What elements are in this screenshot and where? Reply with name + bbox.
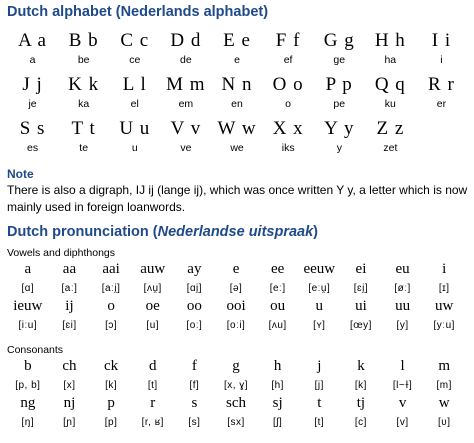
letter-name: iks — [281, 142, 295, 154]
alphabet-grid — [7, 30, 467, 154]
ipa: [h] — [271, 380, 284, 391]
note-heading: Note — [7, 167, 34, 181]
consonant: j — [317, 358, 322, 374]
vowel: ei — [355, 261, 367, 277]
vowel: i — [442, 261, 447, 277]
consonant: k — [357, 358, 365, 374]
names-row — [7, 54, 467, 66]
vowel: a — [24, 261, 32, 277]
letter-name: ef — [283, 54, 293, 66]
letter-name: en — [231, 98, 243, 110]
letter-name: de — [180, 54, 192, 66]
ipa: [ɪ] — [438, 283, 450, 294]
consonant: d — [148, 358, 157, 374]
letter: H h — [374, 30, 406, 51]
note-text: There is also a digraph, IJ ij (lange ij), which was once written Y y, a letter which is now mainly used in foreign loanwords. — [7, 183, 468, 214]
letter: L l — [122, 74, 147, 95]
ipa: [r, ʁ] — [141, 417, 164, 428]
ipa: [œy] — [349, 320, 372, 331]
ipa: [yːu] — [433, 320, 455, 331]
ipa: [u] — [146, 320, 160, 331]
ipa: [iːu] — [18, 320, 38, 331]
ipa: [t] — [314, 417, 325, 428]
letter-name: e — [234, 54, 240, 66]
ipa: [ɛi] — [62, 320, 77, 331]
ipa: [s] — [188, 417, 201, 428]
letter-name: el — [130, 98, 139, 110]
ipa: [ɔ] — [105, 320, 118, 331]
consonant: p — [107, 395, 115, 411]
vowel: oe — [145, 298, 160, 314]
ipa: [m] — [436, 380, 452, 391]
letter-name: i — [440, 54, 443, 66]
consonant: v — [398, 395, 407, 411]
heading-part: Dutch pronunciation ( — [7, 224, 158, 240]
vowel: o — [107, 298, 115, 314]
vowel: u — [315, 298, 324, 314]
letter: G g — [323, 30, 355, 51]
ipa: [ʏ] — [313, 320, 326, 331]
letter: V v — [170, 118, 202, 139]
heading-italic: Nederlandse uitspraak — [157, 224, 314, 240]
ipa: [ə] — [229, 283, 243, 294]
consonant: ck — [104, 358, 119, 374]
vowels-grid — [7, 261, 465, 331]
vowel: aai — [102, 261, 120, 277]
vowel-ipa-row — [7, 320, 465, 331]
letter-name: ce — [129, 54, 141, 66]
letter-name: zet — [383, 142, 398, 154]
letters-row — [7, 118, 416, 140]
consonant: b — [24, 358, 32, 374]
ipa: [eː] — [269, 283, 286, 294]
letter-name: be — [77, 54, 90, 66]
ipa: [oːi] — [226, 320, 246, 331]
consonant: nj — [63, 395, 76, 411]
letter: T t — [71, 118, 96, 139]
consonant: m — [438, 358, 451, 374]
ipa: [aːi̯] — [101, 283, 121, 294]
letter-name: ge — [333, 54, 346, 66]
letter: F f — [275, 30, 301, 51]
ipa: [oː] — [186, 320, 203, 331]
consonant-words-row — [7, 395, 465, 412]
consonant: sch — [226, 395, 247, 411]
letter-name: je — [28, 98, 37, 110]
letter: D d — [170, 30, 202, 51]
letter: R r — [428, 74, 455, 95]
ipa: [ʋ] — [437, 417, 451, 428]
alphabet-last-block — [7, 118, 416, 154]
vowel: ee — [271, 261, 285, 277]
consonant-ipa-row — [7, 380, 465, 391]
vowel: uw — [435, 298, 454, 314]
names-row — [7, 142, 416, 154]
ipa: [eːu̯] — [308, 283, 331, 294]
ipa: [ɛi̯] — [353, 283, 369, 294]
ipa: [c] — [354, 417, 367, 428]
letter: Y y — [324, 118, 355, 139]
ipa: [ɑi̯] — [186, 283, 203, 294]
letter-name: er — [436, 98, 447, 110]
letter-name: ka — [78, 98, 90, 110]
vowel: ay — [187, 261, 202, 277]
letter-name: o — [285, 98, 292, 110]
letters-row — [7, 74, 467, 96]
letter: I i — [431, 30, 452, 51]
ipa: [ɑ] — [21, 283, 35, 294]
vowel: ooi — [226, 298, 246, 314]
vowel: e — [232, 261, 240, 277]
letter: U u — [119, 118, 151, 139]
letter-name: pe — [333, 98, 346, 110]
ipa: [p, b] — [15, 380, 41, 391]
ipa: [j] — [314, 380, 324, 391]
letter: S s — [19, 118, 46, 139]
ipa: [t] — [147, 380, 158, 391]
consonant: ch — [62, 358, 77, 374]
vowel: aa — [62, 261, 77, 277]
consonant: h — [273, 358, 282, 374]
heading-part: ) — [313, 224, 319, 240]
ipa: [v] — [396, 417, 409, 428]
ipa: [x, ɣ] — [223, 380, 249, 391]
letter: J j — [22, 74, 43, 95]
ipa: [y] — [396, 320, 409, 331]
consonant: l — [400, 358, 405, 374]
ipa: [sx] — [227, 417, 245, 428]
letter-name: ku — [384, 98, 396, 110]
consonant: t — [317, 395, 322, 411]
letter-name: ha — [384, 54, 397, 66]
vowel: ou — [270, 298, 286, 314]
consonant-ipa-row — [7, 417, 465, 428]
vowel: ieuw — [13, 298, 43, 314]
names-row — [7, 98, 467, 110]
ipa: [ʃ] — [273, 417, 283, 428]
letter: Q q — [374, 74, 406, 95]
vowel-ipa-row — [7, 283, 465, 294]
consonant: sj — [272, 395, 283, 411]
ipa: [x] — [63, 380, 76, 391]
consonant-words-row — [7, 358, 465, 375]
letter: E e — [223, 30, 251, 51]
letter: A a — [18, 30, 47, 51]
ipa: [aː] — [61, 283, 78, 294]
letter-name: we — [230, 142, 244, 154]
ipa: [f] — [189, 380, 200, 391]
consonant: r — [150, 395, 156, 411]
letter: N n — [221, 74, 253, 95]
letter-name: es — [27, 142, 39, 154]
vowel: oo — [186, 298, 202, 314]
letter: X x — [272, 118, 304, 139]
letter-name: ve — [180, 142, 192, 154]
consonant: ng — [20, 395, 36, 411]
letter-name: y — [336, 142, 342, 154]
vowel: ij — [65, 298, 74, 314]
letter: W w — [217, 118, 257, 139]
letter: B b — [68, 30, 99, 51]
vowel-words-row — [7, 261, 465, 278]
letter-name: u — [131, 142, 138, 154]
ipa: [k] — [354, 380, 367, 391]
vowel-words-row — [7, 298, 465, 315]
ipa: [k] — [105, 380, 118, 391]
vowel: uu — [395, 298, 411, 314]
vowel: ui — [355, 298, 367, 314]
letter: Z z — [376, 118, 405, 139]
ipa: [ʌu] — [268, 320, 287, 331]
pronunciation-heading — [7, 224, 318, 240]
consonants-label: Consonants — [7, 344, 64, 356]
vowel: eu — [395, 261, 410, 277]
ipa: [øː] — [394, 283, 411, 294]
letter-name: a — [29, 54, 36, 66]
consonant: g — [232, 358, 240, 374]
letter-name: em — [178, 98, 194, 110]
consonant: w — [438, 395, 450, 411]
ipa: [p] — [104, 417, 118, 428]
consonant: f — [191, 358, 197, 374]
letter: K k — [68, 74, 100, 95]
consonants-grid — [7, 358, 465, 428]
ipa: [l~ɫ] — [392, 380, 413, 391]
alphabet-heading: Dutch alphabet (Nederlands alphabet) — [7, 4, 269, 20]
letter-name: te — [79, 142, 89, 154]
letter: C c — [120, 30, 150, 51]
vowel: auw — [140, 261, 166, 277]
letter: O o — [272, 74, 304, 95]
letter: P p — [325, 74, 353, 95]
ipa: [ʌu̯] — [143, 283, 162, 294]
ipa: [ɲ] — [63, 417, 76, 428]
consonant: s — [191, 395, 198, 411]
consonant: tj — [356, 395, 366, 411]
vowel: eeuw — [303, 261, 336, 277]
ipa: [ŋ] — [21, 417, 35, 428]
letter: M m — [166, 74, 206, 95]
letters-row — [7, 30, 467, 52]
vowels-label: Vowels and diphthongs — [7, 247, 115, 259]
